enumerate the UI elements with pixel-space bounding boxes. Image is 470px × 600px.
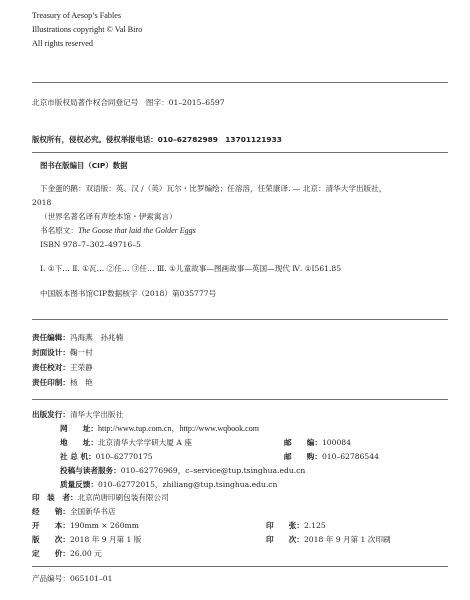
address-value: 北京清华大学学研大厦 A 座 [97, 438, 192, 447]
proofreader-row [32, 363, 93, 373]
postcode-value: 100084 [321, 438, 351, 447]
editor-row [32, 333, 123, 343]
mail-order-label: 邮 购： [284, 452, 322, 461]
quality-feedback-value: 010–62772015，zhiliang@tup.tsinghua.edu.cn [97, 480, 278, 489]
sheets-value: 2.125 [303, 521, 326, 530]
sheets-row [266, 521, 326, 531]
address-row [60, 438, 192, 448]
postcode-row [284, 438, 351, 448]
address-label: 地 址： [60, 438, 98, 447]
cip-original-italic: The Goose that laid the Golder Eggs [77, 226, 196, 235]
cip-line-1: 下金蛋的鹅：双语版：英、汉 /（英）瓦尔・比罗编绘；任溶溶，任荣康译. — 北京：清华大学出版社， [40, 184, 387, 193]
edition-label: 版 次： [32, 535, 70, 544]
postcode-label: 邮 编： [284, 438, 322, 447]
proofreader-value: 王荣静 [69, 363, 93, 372]
proofreader-label: 责任校对： [32, 363, 70, 372]
switchboard-row [60, 452, 153, 462]
reader-service-row [60, 466, 305, 476]
rights-reserved: All rights reserved [32, 39, 93, 48]
cover-design-value: 鞠一村 [69, 348, 93, 357]
cip-isbn: ISBN 978–7–302–49716–5 [40, 240, 141, 249]
cip-original-title [40, 226, 196, 236]
cover-design-label: 封面设计： [32, 348, 70, 357]
quality-feedback-label: 质量反馈： [60, 480, 98, 489]
printer-label: 印 装 者： [32, 493, 78, 502]
registration-number: 北京市版权局著作权合同登记号 图字：01–2015–6597 [32, 98, 225, 107]
website-label: 网 址： [60, 424, 98, 433]
quality-feedback-row [60, 480, 277, 490]
editor-label: 责任编辑： [32, 333, 70, 342]
product-number-label: 产品编号： [32, 574, 70, 583]
cip-classification: Ⅰ. ①下… Ⅱ. ①瓦… ②任… ③任… Ⅲ. ①儿童故事—图画故事—英国—现代 Ⅳ. ①I561.85 [40, 264, 342, 273]
divider-cip [32, 319, 448, 320]
divider-top [32, 82, 448, 83]
edition-value: 2018 年 9 月第 1 版 [69, 535, 142, 544]
cip-line-2: 2018 [32, 198, 52, 207]
switchboard-value: 010–62770175 [95, 452, 153, 461]
format-row [32, 521, 139, 531]
editor-value: 冯海燕 孙兆楠 [69, 333, 124, 342]
print-supervisor-label: 责任印制： [32, 378, 70, 387]
illustration-copyright: Illustrations copyright © Val Biro [32, 25, 143, 34]
publisher-label: 出版发行： [32, 410, 70, 419]
product-number-row [32, 574, 112, 584]
original-title: Treasury of Aesop’s Fables [32, 11, 122, 20]
distributor-row [32, 507, 116, 517]
impression-value: 2018 年 9 月第 1 次印刷 [303, 535, 391, 544]
distributor-value: 全国新华书店 [69, 507, 116, 516]
mail-order-value: 010–62786544 [321, 452, 379, 461]
divider-rights [32, 152, 448, 153]
edition-row [32, 535, 141, 545]
price-value: 26.00 元 [69, 549, 102, 558]
switchboard-label: 社 总 机： [60, 452, 96, 461]
reader-service-value: 010–62776969，c–service@tup.tsinghua.edu.cn [120, 466, 306, 475]
cip-data-number: 中国版本图书馆CIP数据核字（2018）第035777号 [40, 289, 217, 298]
print-supervisor-row [32, 378, 93, 388]
distributor-label: 经 销： [32, 507, 70, 516]
print-supervisor-value: 杨 艳 [69, 378, 93, 387]
sheets-label: 印 张： [266, 521, 304, 530]
reader-service-label: 投稿与读者服务： [60, 466, 121, 475]
rights-notice: 版权所有，侵权必究。侵权举报电话：010–62782989 13701121933 [32, 135, 282, 144]
cip-series: （世界名著名译有声绘本馆・伊索寓言） [40, 212, 177, 221]
format-value: 190mm × 260mm [69, 521, 139, 530]
impression-row [266, 535, 391, 545]
publisher-name: 清华大学出版社 [69, 410, 124, 419]
price-label: 定 价： [32, 549, 70, 558]
cip-original-prefix: 书名原文： [40, 226, 78, 235]
product-number-value: 065101–01 [69, 574, 113, 583]
publisher-row [32, 410, 123, 420]
website-row [60, 424, 259, 434]
cip-title: 图书在版编目（CIP）数据 [40, 161, 128, 170]
cover-design-row [32, 348, 93, 358]
divider-bottom [32, 566, 448, 567]
website-value: http://www.tup.com.cn，http://www.wqbook.com [97, 424, 259, 433]
impression-label: 印 次： [266, 535, 304, 544]
mail-order-row [284, 452, 379, 462]
price-row [32, 549, 102, 559]
printer-value: 北京尚唐印刷包装有限公司 [77, 493, 169, 502]
format-label: 开 本： [32, 521, 70, 530]
divider-editors [32, 399, 448, 400]
printer-row [32, 493, 169, 503]
